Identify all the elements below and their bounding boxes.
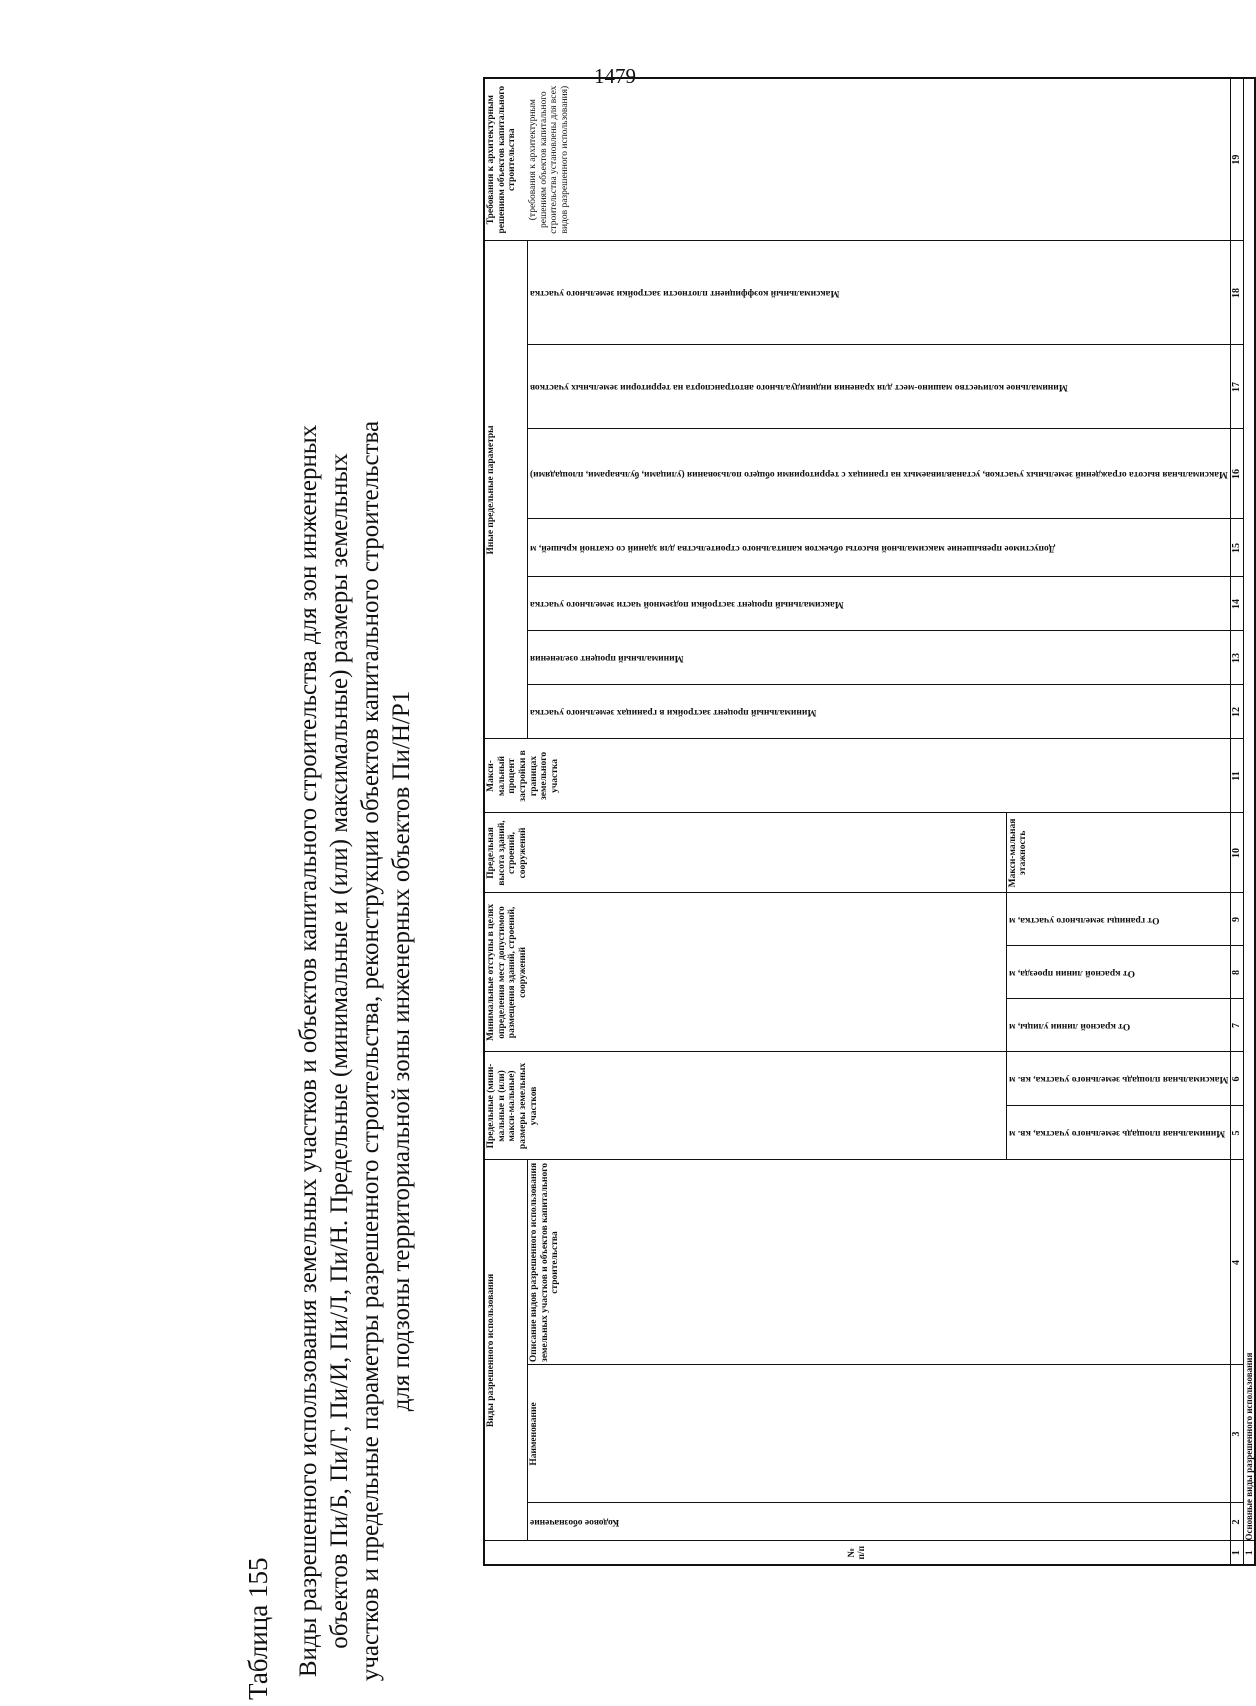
regulations-table [483, 85, 1254, 1566]
header-min-area: Минимальная площадь земельного участка, кв. м [1006, 1106, 1230, 1160]
header-kind-group: Виды разрешенного использования [484, 1160, 528, 1541]
header-max-coverage: Макси-мальный процент застройки в границах земельного участка [484, 739, 1230, 813]
column-number: 12 [1230, 685, 1243, 739]
column-number: 4 [1230, 1160, 1243, 1365]
column-number: 10 [1230, 813, 1243, 893]
column-number: 9 [1230, 893, 1243, 946]
header-other-17: Минимальное количество машино-мест для хранения индивидуального автотранспорта на территории земельных участков [528, 345, 1231, 429]
title-line-4: для подзоны территориальной зоны инженерных объектов Пи/Н/Р1 [388, 690, 415, 1412]
header-height-group: Предельная высота зданий, строений, сооружений [484, 813, 1006, 893]
header-code-text: Кодовое обозначение [530, 1517, 620, 1528]
section-row [1243, 78, 1255, 1565]
header-setback-passage: От красной линии проезда, м [1006, 946, 1230, 999]
column-number: 19 [1230, 78, 1243, 241]
page-number: 1479 [594, 64, 636, 88]
header-name: Наименование [528, 1365, 1231, 1503]
header-other-12: Минимальный процент застройки в границах земельного участка [528, 685, 1231, 739]
header-other-13: Минимальный процент озеленения [528, 631, 1231, 685]
column-number: 1 [1230, 1541, 1243, 1565]
title-line-3: участков и предельные параметры разрешенного строительства, реконструкции объектов капитального строительства [357, 420, 384, 1682]
column-number: 13 [1230, 631, 1243, 685]
column-number: 5 [1230, 1106, 1243, 1160]
section-row-num: 1 [1243, 1541, 1255, 1565]
column-number-row [1230, 78, 1243, 1565]
header-arch-title: Требования к архитектурным решениям объектов капитального строительства [486, 85, 518, 234]
column-number: 8 [1230, 946, 1243, 999]
column-number: 15 [1230, 519, 1243, 577]
column-number: 18 [1230, 241, 1243, 345]
header-setback-street: От красной линии улицы, м [1006, 999, 1230, 1052]
column-number: 17 [1230, 345, 1243, 429]
header-other-16: Максимальная высота ограждений земельных участков, устанавливаемых на границах с территориями общего пользования (улицами, бульварами, площадями) [528, 429, 1231, 519]
column-number: 7 [1230, 999, 1243, 1052]
table-label: Таблица 155 [243, 1557, 273, 1700]
column-number: 14 [1230, 577, 1243, 631]
header-arch [484, 78, 1230, 241]
header-arch-note: (требования к архитектурным решениям объектов капитального строительства установлены для всех видов разрешенного использования) [527, 85, 570, 234]
header-num: № п/п [484, 1541, 1230, 1565]
title-line-1: Виды разрешенного использования земельных участков и объектов капитального строительства для зон инженерных [295, 424, 322, 1678]
column-number: 2 [1230, 1503, 1243, 1541]
header-setback-border: От границы земельного участка, м [1006, 893, 1230, 946]
table-title [295, 396, 419, 1706]
header-max-floors: Макси-мальная этажность [1006, 813, 1230, 893]
header-setbacks-group: Минимальные отступы в целях определения мест допустимого размещения зданий, строений, сооружений [484, 893, 1006, 1052]
header-other-18: Максимальный коэффициент плотности застройки земельного участка [528, 241, 1231, 345]
column-number: 6 [1230, 1052, 1243, 1106]
column-number: 3 [1230, 1365, 1243, 1503]
header-other-15: Допустимое превышение максимальной высоты объектов капитального строительства для зданий со скатной крышей, м [528, 519, 1231, 577]
section-row-label: Основные виды разрешенного использования [1243, 78, 1255, 1541]
header-other-group: Иные предельные параметры [484, 241, 528, 739]
header-max-area: Максимальная площадь земельного участка, кв. м [1006, 1052, 1230, 1106]
header-code [528, 1503, 1231, 1541]
column-number: 11 [1230, 739, 1243, 813]
header-sizes-group: Предельные (мини-мальные и (или) макси-мальные) размеры земельных участков [484, 1052, 1006, 1160]
header-description: Описание видов разрешенного использования земельных участков и объектов капитального строительства [528, 1160, 1231, 1365]
header-other-14: Максимальный процент застройки подземной части земельного участка [528, 577, 1231, 631]
column-number: 16 [1230, 429, 1243, 519]
title-line-2: объектов Пи/Б, Пи/Г, Пи/И, Пи/Л, Пи/Н. Предельные (минимальные и (или) максимальные) размеры земельных [326, 453, 353, 1649]
